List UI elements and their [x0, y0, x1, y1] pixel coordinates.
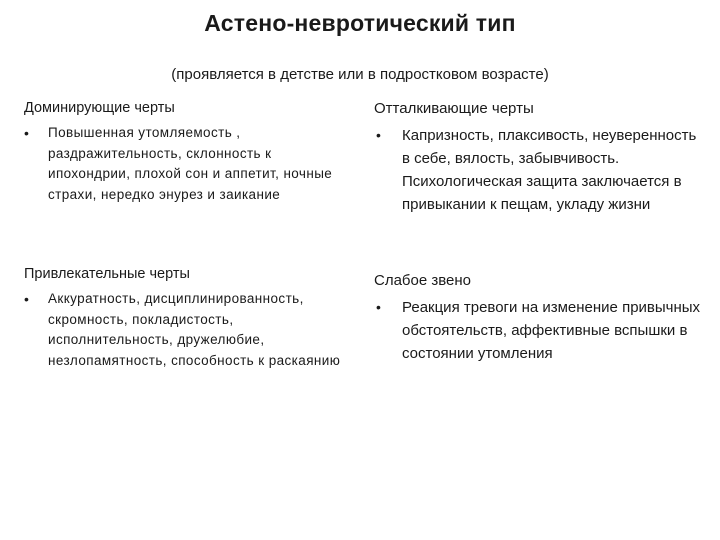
- section-repelling-traits: [374, 100, 704, 216]
- bullet-marker: •: [24, 125, 29, 141]
- list-item-text: Повышенная утомляемость , раздражительность, склонность к ипохондрии, плохой сон и аппетит, ночные страхи, нередко энурез и заикание: [48, 125, 333, 202]
- bullet-marker: •: [376, 127, 381, 143]
- section-dominant-traits: [24, 100, 354, 205]
- section-heading: Слабое звено: [374, 272, 472, 289]
- bullet-marker: •: [24, 291, 29, 307]
- list-item-text: Реакция тревоги на изменение привычных обстоятельств, аффективные вспышки в состоянии утомления: [402, 299, 701, 362]
- list-item: [376, 124, 704, 216]
- list-item-text: Капризность, плаксивость, неуверенность в себе, вялость, забывчивость. Психологическая защита заключается в привыкании к пещам, укладу жизни: [402, 127, 697, 213]
- list-item: [24, 123, 354, 205]
- list-item-text: Аккуратность, дисциплинированность, скромность, покладистость, исполнительность, дружелюбие, незлопамятность, способность к раскаянию: [48, 291, 341, 368]
- section-weak-link: [374, 272, 704, 365]
- section-heading: Привлекательные черты: [24, 266, 190, 282]
- section-heading: Отталкивающие черты: [374, 100, 534, 117]
- list-item: [376, 296, 704, 365]
- page-subtitle: (проявляется в детстве или в подростковом возрасте): [171, 66, 549, 83]
- section-attractive-traits: [24, 266, 354, 371]
- page-title: Астено-невротический тип: [204, 10, 516, 36]
- bullet-marker: •: [376, 299, 381, 315]
- list-item: [24, 289, 354, 371]
- section-heading: Доминирующие черты: [24, 100, 175, 116]
